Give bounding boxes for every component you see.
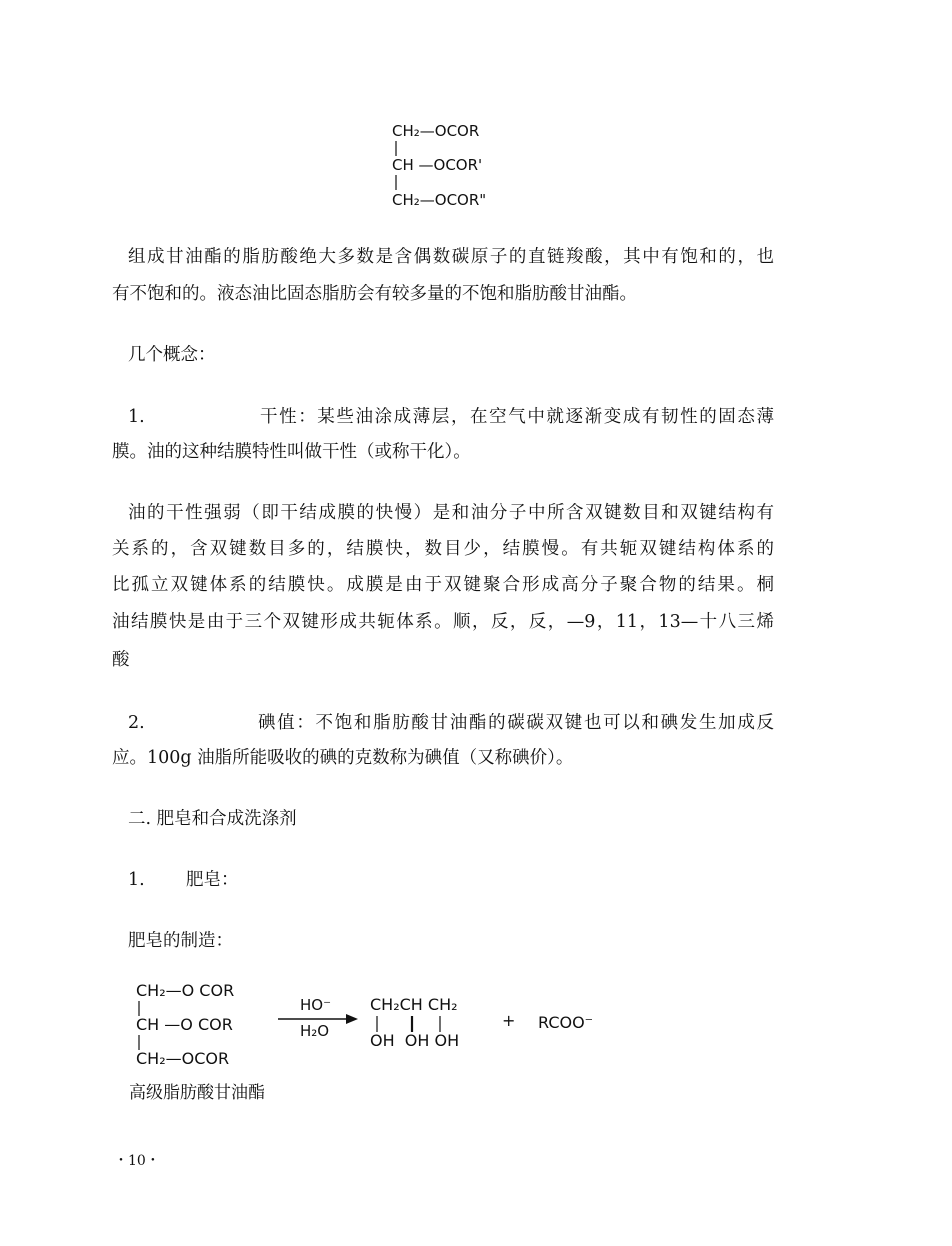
carboxylate-ion: RCOO⁻ bbox=[538, 1013, 594, 1032]
reagent-water: H₂O bbox=[300, 1022, 330, 1040]
reactant-line-3: CH₂—OCOR bbox=[136, 1049, 230, 1068]
triglyceride-structure bbox=[386, 112, 526, 214]
plus-sign: + bbox=[502, 1011, 516, 1030]
item-1-line-1: 干性：某些油涂成薄层，在空气中就逐渐变成有韧性的固态薄 bbox=[260, 407, 774, 427]
page-number: ・10・ bbox=[114, 1153, 160, 1169]
product-top: CH₂CH CH₂ bbox=[370, 995, 458, 1014]
reactant-line-2: CH —O COR bbox=[136, 1015, 233, 1034]
item-1-line-2: 膜。油的这种结膜特性叫做干性（或称干化）。 bbox=[112, 442, 471, 462]
item-2-line-2: 应。100g 油脂所能吸收的碘的克数称为碘值（又称碘价）。 bbox=[112, 748, 574, 768]
concepts-heading: 几个概念： bbox=[128, 345, 216, 365]
structure-line-1: CH₂—OCOR bbox=[392, 122, 480, 140]
item-2-line-1: 碘值：不饱和脂肪酸甘油酯的碳碳双键也可以和碘发生加成反 bbox=[258, 713, 774, 733]
soap-making-heading: 肥皂的制造： bbox=[128, 931, 233, 951]
soap-item-label: 肥皂： bbox=[186, 870, 239, 890]
soap-item-number: 1. bbox=[128, 870, 145, 890]
structure-line-2: CH —OCOR' bbox=[392, 156, 483, 174]
item-2-number: 2. bbox=[128, 713, 145, 733]
arrow-head-icon bbox=[346, 1014, 358, 1024]
paragraph-2-line-3: 比孤立双键体系的结膜快。成膜是由于双键聚合形成高分子聚合物的结果。桐 bbox=[112, 575, 774, 595]
product-bottom: OH OH OH bbox=[370, 1031, 460, 1050]
paragraph-1-line-2: 有不饱和的。液态油比固态脂肪会有较多量的不饱和脂肪酸甘油酯。 bbox=[112, 284, 637, 304]
paragraph-2-line-4: 油结膜快是由于三个双键形成共轭体系。顺，反，反，—9，11，13—十八三烯 bbox=[112, 612, 774, 632]
reagent-hydroxide: HO⁻ bbox=[300, 996, 332, 1014]
paragraph-1-line-1: 组成甘油酯的脂肪酸绝大多数是含偶数碳原子的直链羧酸，其中有饱和的，也 bbox=[128, 247, 774, 267]
saponification-reaction bbox=[120, 972, 620, 1108]
structure-line-3: CH₂—OCOR" bbox=[392, 191, 487, 209]
reactant-line-1: CH₂—O COR bbox=[136, 981, 235, 1000]
paragraph-2-line-5: 酸 bbox=[112, 650, 130, 670]
paragraph-2-line-1: 油的干性强弱（即干结成膜的快慢）是和油分子中所含双键数目和双键结构有 bbox=[128, 503, 774, 523]
item-1-number: 1. bbox=[128, 407, 145, 427]
paragraph-2-line-2: 关系的，含双键数目多的，结膜快，数目少，结膜慢。有共轭双键结构体系的 bbox=[112, 539, 774, 559]
reactant-caption: 高级脂肪酸甘油酯 bbox=[129, 1083, 265, 1103]
section-heading: 二. 肥皂和合成洗涤剂 bbox=[128, 809, 297, 829]
